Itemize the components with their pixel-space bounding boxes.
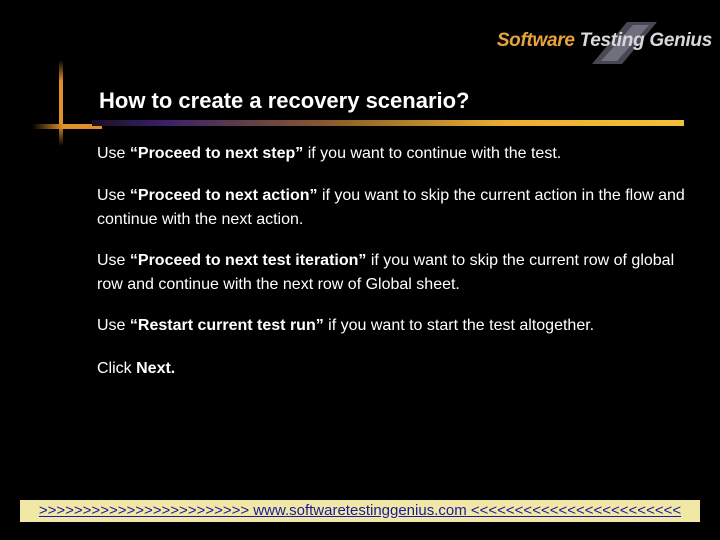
paragraph-4 <box>97 314 697 338</box>
paragraph-2-post: if you want to skip the current action in the flow and continue with the next action. <box>97 187 685 228</box>
paragraph-1 <box>97 142 697 166</box>
paragraph-2-bold: “Proceed to next action” <box>129 187 318 204</box>
paragraph-4-bold: “Restart current test run” <box>129 317 324 334</box>
paragraph-5-pre: Click <box>97 360 137 377</box>
brand-logo <box>497 22 712 62</box>
paragraph-1-bold: “Proceed to next step” <box>129 145 304 162</box>
footer-website-link[interactable]: >>>>>>>>>>>>>>>>>>>>>>>> www.softwaretestinggenius.com <<<<<<<<<<<<<<<<<<<<<<<< <box>20 500 700 522</box>
paragraph-1-post: if you want to continue with the test. <box>303 145 562 162</box>
paragraph-4-pre: Use <box>97 317 130 334</box>
paragraph-2 <box>97 184 697 232</box>
paragraph-3-post: if you want to skip the current row of global row and continue with the next row of Global sheet. <box>97 252 675 293</box>
paragraph-4-post: if you want to start the test altogether. <box>323 317 595 334</box>
paragraph-1-pre: Use <box>97 145 130 162</box>
logo-word-testing: Testing <box>579 30 645 51</box>
logo-word-software: Software <box>496 30 575 51</box>
accent-vertical-line <box>59 60 63 146</box>
logo-word-genius: Genius <box>649 30 712 51</box>
logo-text <box>497 30 712 52</box>
paragraph-3-bold: “Proceed to next test iteration” <box>129 252 367 269</box>
paragraph-3 <box>97 249 697 297</box>
paragraph-3-pre: Use <box>97 252 130 269</box>
paragraph-2-pre: Use <box>97 187 130 204</box>
slide-title: How to create a recovery scenario? <box>99 88 470 113</box>
title-underline <box>92 120 684 126</box>
paragraph-5-bold: Next. <box>136 360 176 377</box>
paragraph-5 <box>97 357 697 381</box>
